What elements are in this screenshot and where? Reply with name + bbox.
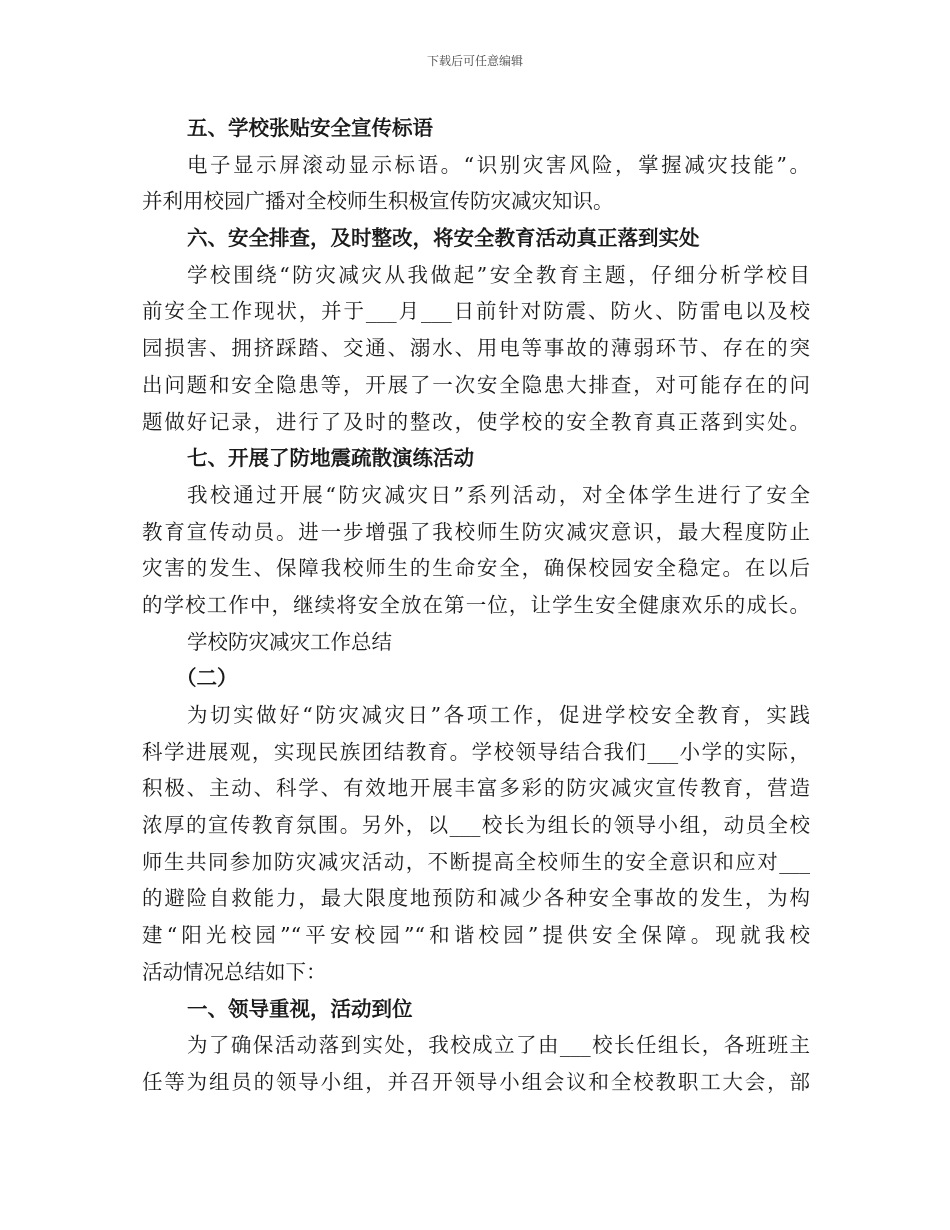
part-number: （二） [176,666,238,691]
paragraph-line: 出问题和安全隐患等，开展了一次安全隐患大排查，对可能存在的问 [142,372,810,397]
document-subtitle: 学校防灾减灾工作总结 [187,629,392,654]
paragraph-line: 学校围绕“防灾减灾从我做起”安全教育主题，仔细分析学校目 [187,262,810,287]
paragraph-line: 前安全工作现状，并于___月___日前针对防震、防火、防雷电以及校 [142,299,810,324]
paragraph-line: 任等为组员的领导小组，并召开领导小组会议和全校教职工大会，部 [142,1069,810,1094]
section-heading: 一、领导重视，活动到位 [187,996,413,1021]
paragraph-line: 园损害、拥挤踩踏、交通、溺水、用电等事故的薄弱环节、存在的突 [142,336,810,361]
paragraph-line: 浓厚的宣传教育氛围。另外，以___校长为组长的领导小组，动员全校 [142,813,810,838]
paragraph-line: 电子显示屏滚动显示标语。“识别灾害风险，掌握减灾技能”。 [187,152,810,177]
paragraph-line: 师生共同参加防灾减灾活动，不断提高全校师生的安全意识和应对___ [142,849,810,874]
paragraph-line: 为切实做好“防灾减灾日”各项工作，促进学校安全教育，实践 [187,703,810,727]
paragraph-line: 为了确保活动落到实处，我校成立了由___校长任组长，各班班主 [187,1033,810,1058]
section-heading: 七、开展了防地震疏散演练活动 [187,446,474,471]
paragraph-line: 科学进展观，实现民族团结教育。学校领导结合我们___小学的实际， [142,739,810,764]
paragraph-line: 灾害的发生、保障我校师生的生命安全，确保校园安全稳定。在以后 [142,556,810,581]
section-heading: 五、学校张贴安全宣传标语 [187,116,433,140]
paragraph-line: 题做好记录，进行了及时的整改，使学校的安全教育真正落到实处。 [142,409,810,434]
paragraph-line: 活动情况总结如下： [142,959,327,984]
paragraph-line: 并利用校园广播对全校师生积极宣传防灾减灾知识。 [142,189,614,214]
paragraph-line: 积极、主动、科学、有效地开展丰富多彩的防灾减灾宣传教育，营造 [142,776,810,801]
page-header: 下载后可任意编辑 [426,54,523,68]
paragraph-line: 教育宣传动员。进一步增强了我校师生防灾减灾意识，最大程度防止 [142,519,810,544]
document-body [142,110,810,1101]
paragraph-line: 的避险自救能力，最大限度地预防和减少各种安全事故的发生，为构 [142,886,810,911]
paragraph-line: 建“阳光校园”“平安校园”“和谐校园”提供安全保障。现就我校 [142,923,810,948]
paragraph-line: 的学校工作中，继续将安全放在第一位，让学生安全健康欢乐的成长。 [142,592,810,617]
section-heading: 六、安全排查，及时整改，将安全教育活动真正落到实处 [187,226,700,251]
paragraph-line: 我校通过开展“防灾减灾日”系列活动，对全体学生进行了安全 [187,482,810,507]
